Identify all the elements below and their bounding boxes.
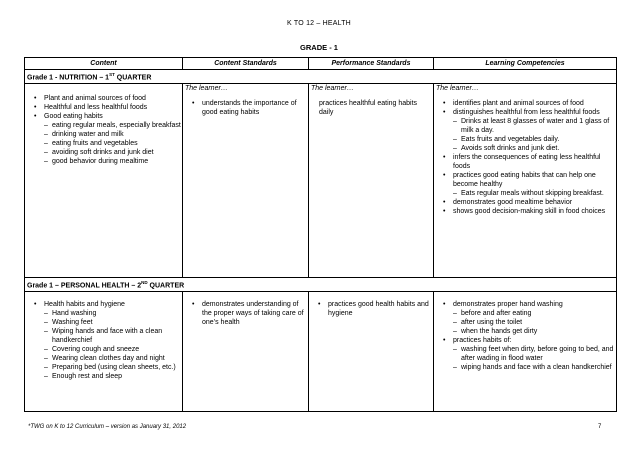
list-item: • identifies plant and animal sources of food	[434, 99, 616, 108]
list-item: – Wiping hands and face with a clean handkerchief	[25, 327, 182, 345]
learning-competencies-cell	[434, 84, 617, 278]
quarter-label: Grade 1 – PERSONAL HEALTH – 2ND QUARTER	[25, 278, 617, 292]
learner-lead: The learner…	[436, 85, 479, 92]
list-item: – drinking water and milk	[25, 130, 182, 139]
list-item: – avoiding soft drinks and junk diet	[25, 148, 182, 157]
list-item: • demonstrates good mealtime behavior	[434, 198, 616, 207]
list-item: – eating regular meals, especially breakfast	[25, 121, 182, 130]
list-item: • demonstrates proper hand washing	[434, 300, 616, 309]
col-header-content: Content	[25, 58, 183, 70]
list-item: – washing feet when dirty, before going to bed, and after wading in flood water	[434, 345, 616, 363]
learning-competencies-cell	[434, 292, 617, 412]
section-row	[25, 84, 617, 278]
list-item: – good behavior during mealtime	[25, 157, 182, 166]
document-title: K TO 12 – HEALTH	[287, 20, 351, 27]
quarter-label: Grade 1 - NUTRITION – 1ST QUARTER	[25, 70, 617, 84]
list-item: • Plant and animal sources of food	[25, 94, 182, 103]
learner-lead: The learner…	[311, 85, 354, 92]
header-row	[25, 58, 617, 70]
content-standards-cell	[183, 292, 309, 412]
list-item: – Drinks at least 8 glasses of water and 1 glass of milk a day.	[434, 117, 616, 135]
list-item: – Wearing clean clothes day and night	[25, 354, 182, 363]
col-header-content-standards: Content Standards	[183, 58, 309, 70]
col-header-performance-standards: Performance Standards	[309, 58, 434, 70]
col-header-learning-competencies: Learning Competencies	[434, 58, 617, 70]
content-cell	[25, 292, 183, 412]
list-item: • shows good decision-making skill in food choices	[434, 207, 616, 216]
list-item: – Avoids soft drinks and junk diet.	[434, 144, 616, 153]
list-item: – Covering cough and sneeze	[25, 345, 182, 354]
list-item: • distinguishes healthful from less healthful foods	[434, 108, 616, 117]
list-item: – Eats regular meals without skipping breakfast.	[434, 189, 616, 198]
list-item: • understands the importance of good eating habits	[183, 99, 308, 117]
page-number: 7	[598, 424, 602, 430]
list-item: • practices habits of:	[434, 336, 616, 345]
list-item: • Healthful and less healthful foods	[25, 103, 182, 112]
list-item: – Hand washing	[25, 309, 182, 318]
content-standards-cell	[183, 84, 309, 278]
list-item: – when the hands get dirty	[434, 327, 616, 336]
list-item: • practices good eating habits that can help one become healthy	[434, 171, 616, 189]
list-item: practices healthful eating habits daily	[319, 100, 418, 116]
list-item: – Preparing bed (using clean sheets, etc.)	[25, 363, 182, 372]
performance-standards-cell	[309, 84, 434, 278]
list-item: – before and after eating	[434, 309, 616, 318]
list-item: • demonstrates understanding of the proper ways of taking care of one’s health	[183, 300, 308, 327]
list-item: – Eats fruits and vegetables daily.	[434, 135, 616, 144]
learner-lead: The learner…	[185, 85, 228, 92]
list-item: – eating fruits and vegetables	[25, 139, 182, 148]
quarter-row	[25, 70, 617, 84]
list-item: • infers the consequences of eating less healthful foods	[434, 153, 616, 171]
section-row	[25, 292, 617, 412]
performance-standards-cell	[309, 292, 434, 412]
list-item: • practices good health habits and hygiene	[309, 300, 433, 318]
list-item: • Health habits and hygiene	[25, 300, 182, 309]
list-item: – Washing feet	[25, 318, 182, 327]
curriculum-table	[24, 57, 617, 412]
list-item: – Enough rest and sleep	[25, 372, 182, 381]
footer-note: *TWG on K to 12 Curriculum – version as January 31, 2012	[28, 424, 187, 430]
content-cell	[25, 84, 183, 278]
quarter-row	[25, 278, 617, 292]
list-item: • Good eating habits	[25, 112, 182, 121]
list-item: – after using the toilet	[434, 318, 616, 327]
list-item: – wiping hands and face with a clean handkerchief	[434, 363, 616, 372]
grade-label: GRADE - 1	[300, 43, 338, 52]
